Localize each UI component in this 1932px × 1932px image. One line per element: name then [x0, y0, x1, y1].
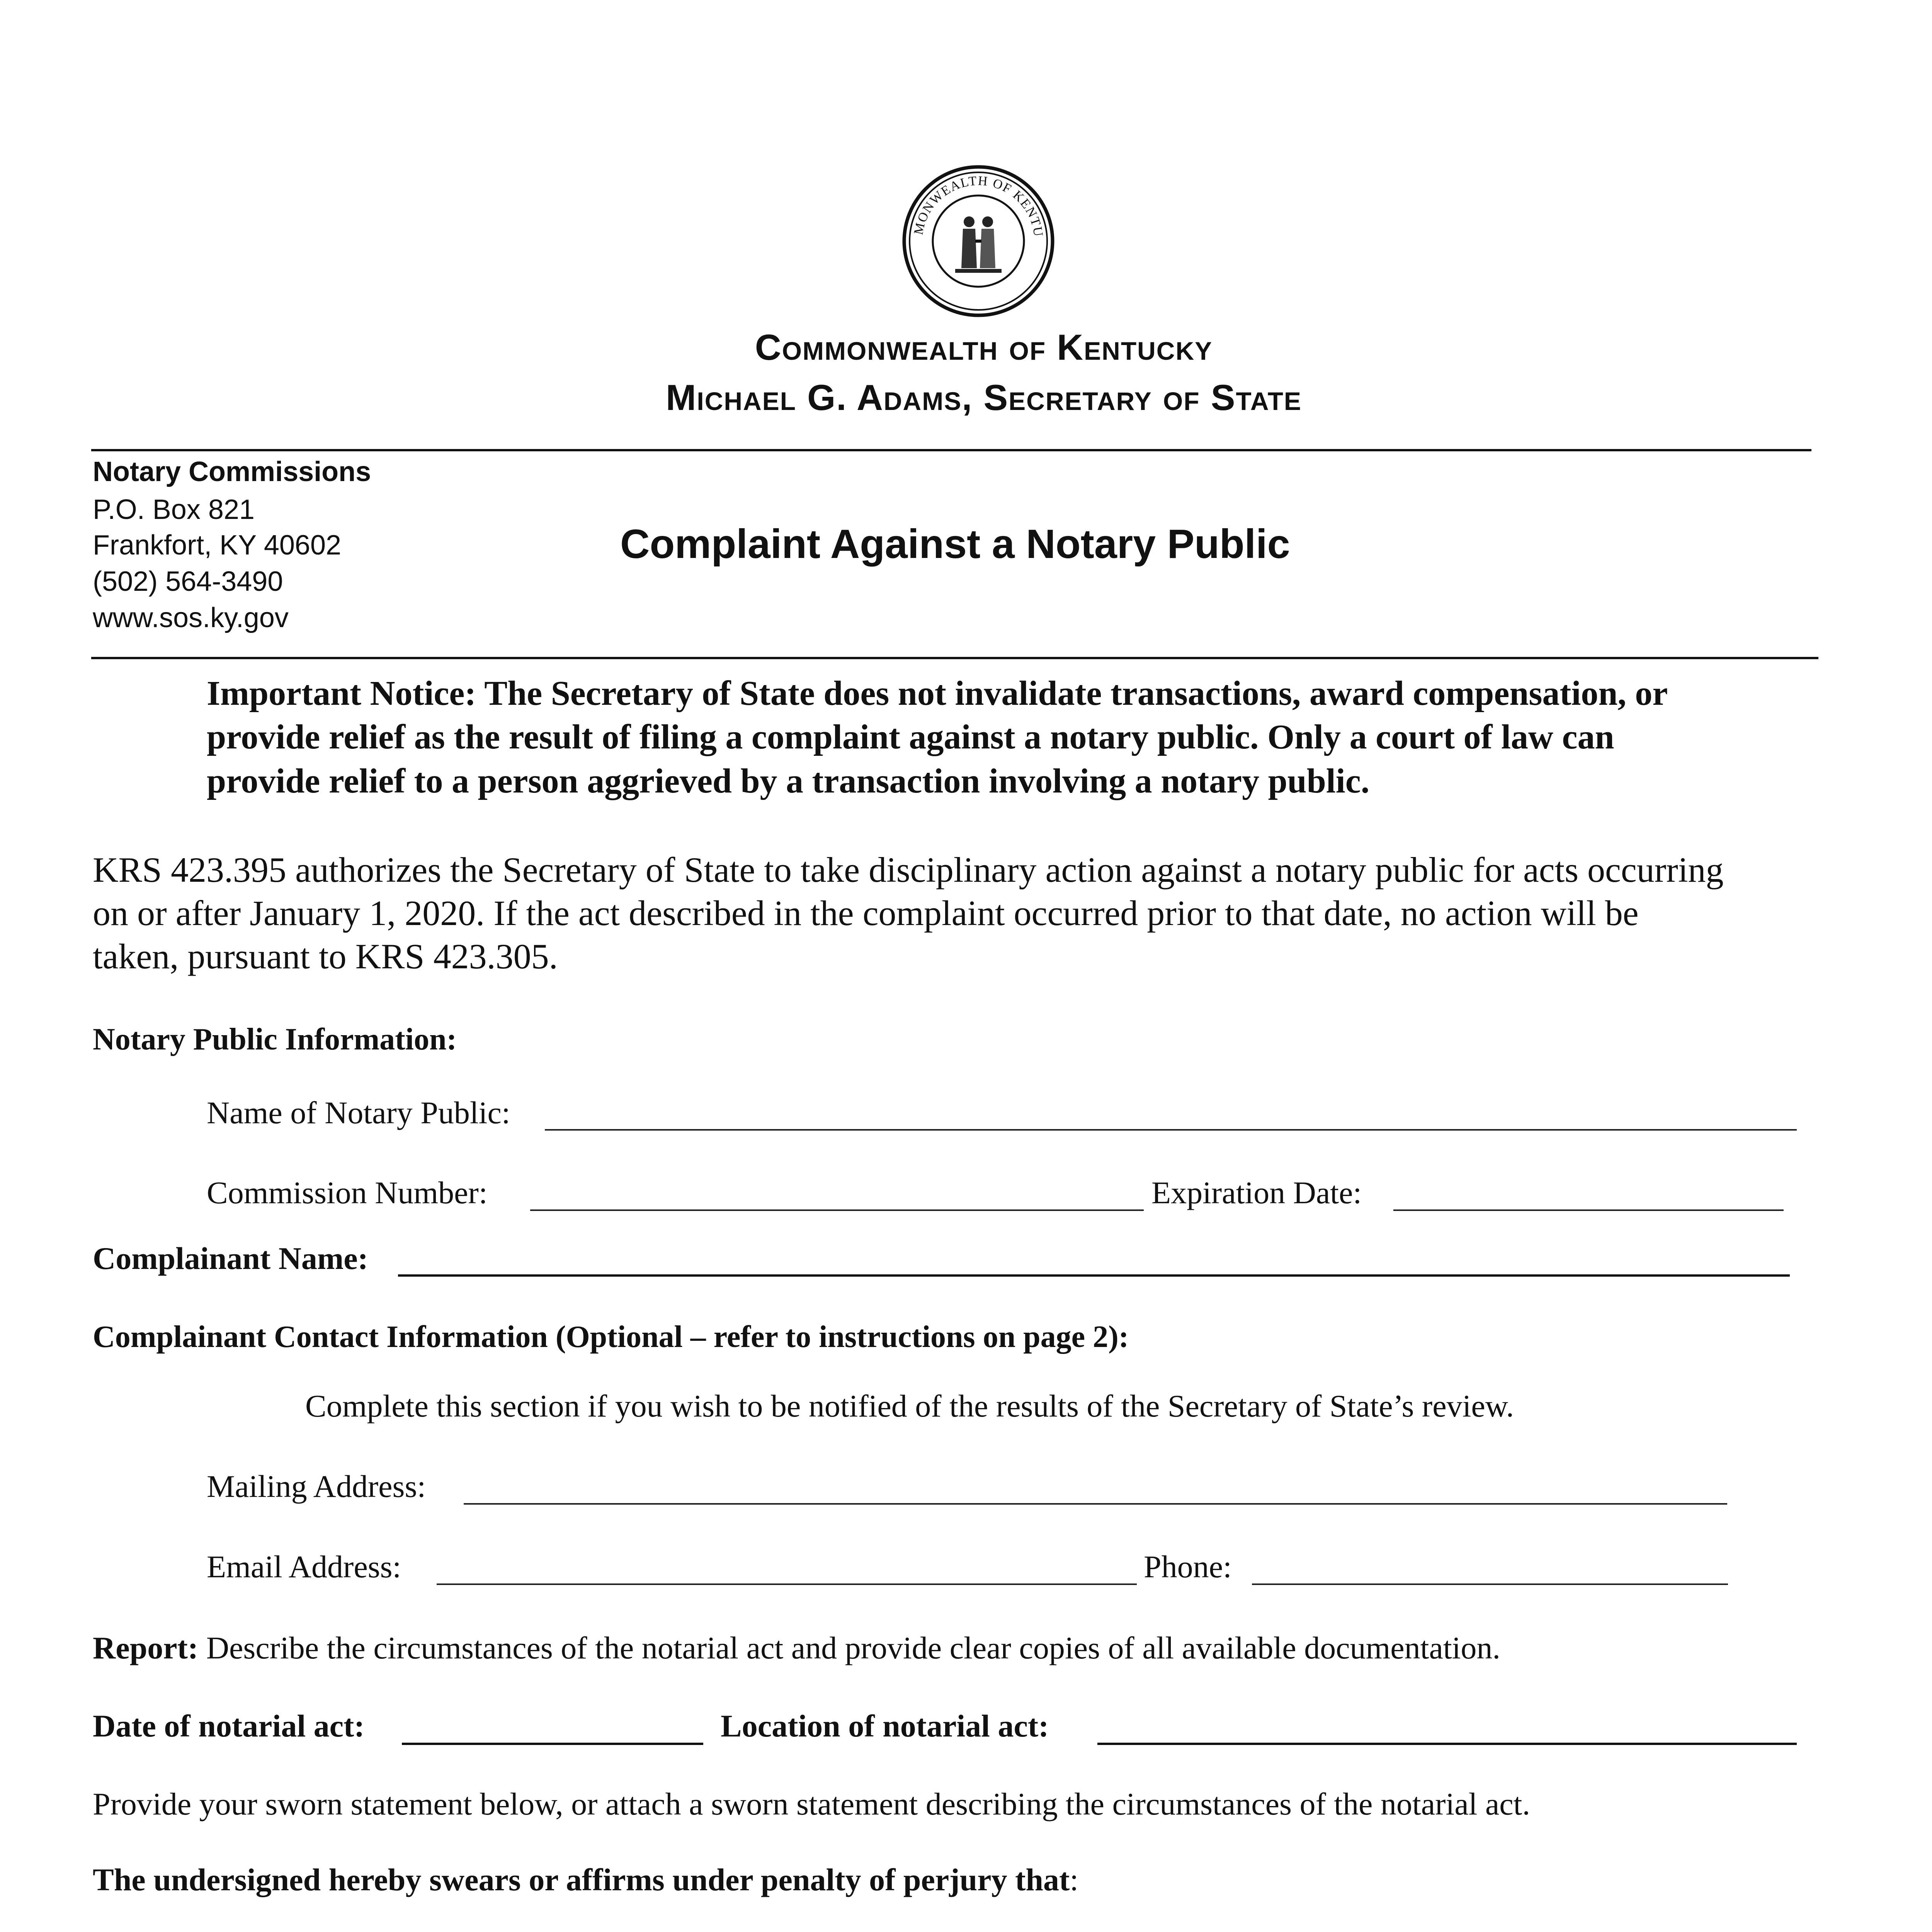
phone-field[interactable]	[1254, 1547, 1727, 1583]
notice-line-2: provide relief as the result of filing a complaint against a notary public. Only a court of law can	[207, 718, 1614, 756]
form-title: Complaint Against a Notary Public	[620, 521, 1290, 567]
office-name: Notary Commissions	[93, 456, 371, 487]
report-text: Describe the circumstances of the notarial act and provide clear copies of all available documentation.	[198, 1630, 1500, 1665]
krs-line-2: on or after January 1, 2020. If the act described in the complaint occurred prior to that date, no action will be	[93, 893, 1639, 933]
notice-line-1: Important Notice: The Secretary of State does not invalidate transactions, award compensation, or	[207, 674, 1668, 713]
office-phone: (502) 564-3490	[93, 566, 283, 597]
notary-name-label: Name of Notary Public:	[207, 1095, 510, 1130]
notary-info-heading: Notary Public Information:	[93, 1022, 457, 1056]
date-of-act-field[interactable]	[404, 1706, 702, 1742]
expiration-date-line	[1393, 1209, 1784, 1211]
affirmation-statement	[93, 1862, 1078, 1898]
date-of-act-line	[402, 1743, 703, 1745]
office-website: www.sos.ky.gov	[93, 602, 289, 633]
kentucky-seal-logo	[901, 164, 1056, 318]
mailing-address-label: Mailing Address:	[207, 1469, 426, 1504]
affirmation-colon: :	[1070, 1862, 1079, 1897]
complainant-name-label: Complainant Name:	[93, 1241, 368, 1276]
email-address-field[interactable]	[439, 1547, 1136, 1583]
email-address-label: Email Address:	[207, 1549, 401, 1584]
contact-info-heading: Complainant Contact Information (Optional – refer to instructions on page 2):	[93, 1320, 1129, 1354]
commission-number-line	[530, 1209, 1144, 1211]
krs-line-3: taken, pursuant to KRS 423.305.	[93, 937, 558, 976]
notary-name-line	[545, 1129, 1797, 1131]
header-divider-top	[91, 449, 1811, 451]
office-address-2: Frankfort, KY 40602	[93, 530, 342, 561]
date-of-act-label: Date of notarial act:	[93, 1708, 365, 1743]
phone-line	[1252, 1583, 1728, 1585]
notary-name-field[interactable]	[547, 1093, 1796, 1128]
mailing-address-field[interactable]	[466, 1467, 1727, 1502]
location-of-act-field[interactable]	[1100, 1706, 1796, 1742]
krs-line-1: KRS 423.395 authorizes the Secretary of State to take disciplinary action against a notary public for acts occurring	[93, 850, 1724, 889]
mailing-address-line	[464, 1503, 1727, 1505]
email-address-line	[437, 1583, 1137, 1585]
commission-number-label: Commission Number:	[207, 1175, 488, 1210]
expiration-date-label: Expiration Date:	[1151, 1175, 1362, 1210]
report-label: Report:	[93, 1630, 199, 1665]
commission-number-field[interactable]	[532, 1173, 1143, 1209]
svg-text:COMMONWEALTH OF KENTUCKY: MONWEALTH OF KENTU	[911, 173, 1046, 238]
contact-info-note: Complete this section if you wish to be notified of the results of the Secretary of State’s review.	[305, 1388, 1514, 1423]
report-instruction	[93, 1630, 1500, 1666]
header-line-2: Michael G. Adams, Secretary of State	[666, 377, 1302, 418]
phone-label: Phone:	[1144, 1549, 1232, 1584]
sworn-statement-instruction: Provide your sworn statement below, or attach a sworn statement describing the circumstances of the notarial act.	[93, 1786, 1530, 1821]
affirmation-text: The undersigned hereby swears or affirms under penalty of perjury that	[93, 1862, 1070, 1897]
complainant-name-line	[398, 1274, 1790, 1277]
header-divider-bottom	[91, 657, 1818, 659]
expiration-date-field[interactable]	[1396, 1173, 1784, 1209]
office-address-1: P.O. Box 821	[93, 494, 255, 525]
header-line-1: Commonwealth of Kentucky	[755, 327, 1213, 367]
location-of-act-label: Location of notarial act:	[721, 1708, 1049, 1743]
location-of-act-line	[1097, 1743, 1797, 1745]
notice-line-3: provide relief to a person aggrieved by a transaction involving a notary public.	[207, 762, 1370, 800]
complainant-name-field[interactable]	[400, 1238, 1789, 1274]
